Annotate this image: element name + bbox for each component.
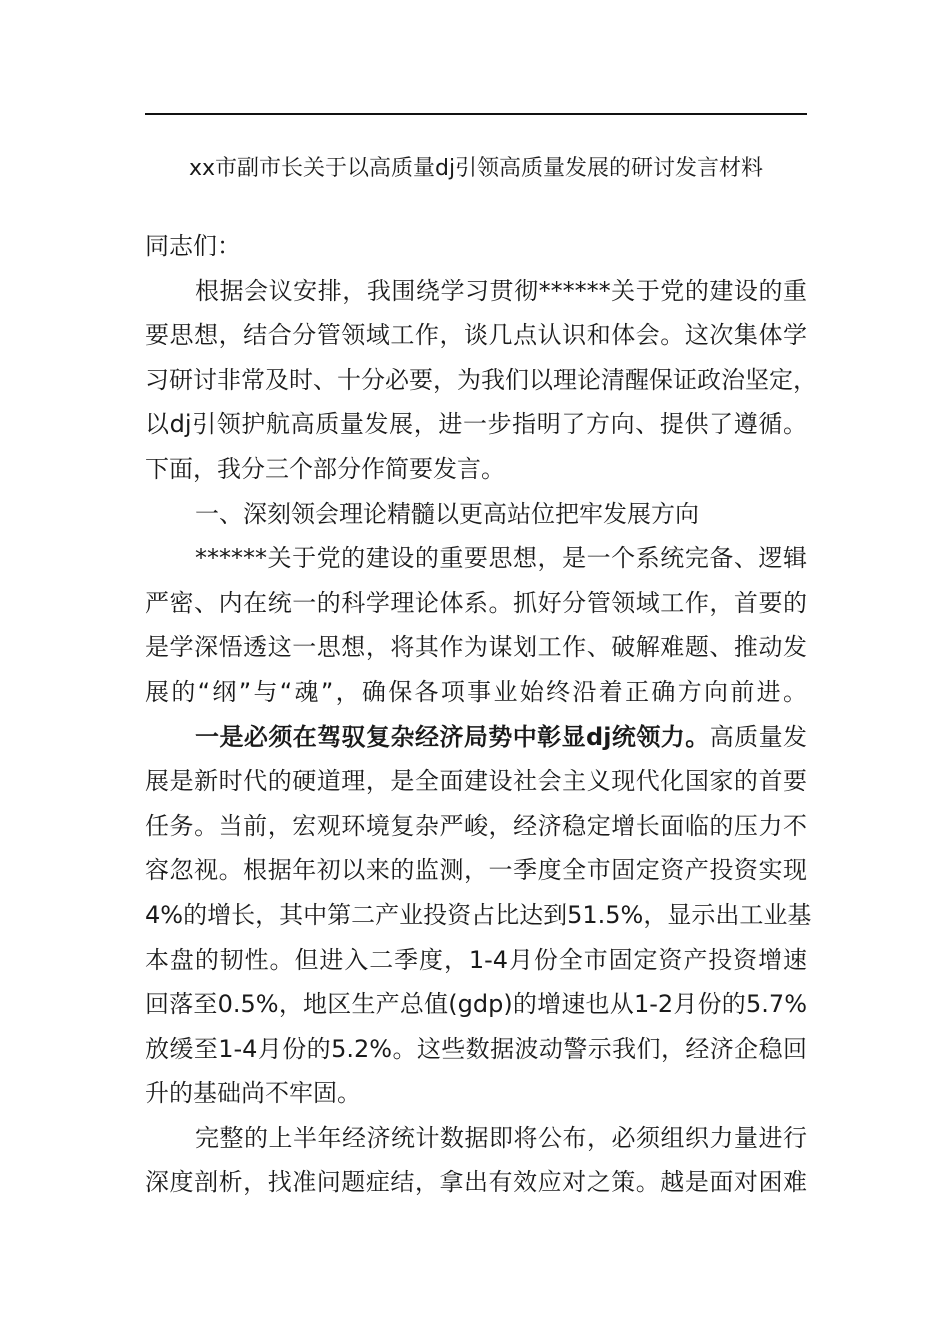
text-line: 以dj引领护航高质量发展，进一步指明了方向、提供了遵循。	[145, 410, 807, 439]
text-line: 同志们：	[145, 232, 241, 260]
text-line: 根据会议安排，我围绕学习贯彻******关于党的建设的重	[195, 276, 807, 305]
text-line: 升的基础尚不牢固。	[145, 1079, 361, 1108]
line-text: 高质量发	[709, 722, 808, 751]
text-line: 本盘的韧性。但进入二季度，1-4月份全市固定资产投资增速	[145, 945, 807, 974]
header-rule	[145, 113, 807, 115]
bold-lead-sentence: 一是必须在驾驭复杂经济局势中彰显dj统领力。	[195, 722, 710, 751]
text-line: 下面，我分三个部分作简要发言。	[145, 454, 505, 483]
text-line: ******关于党的建设的重要思想，是一个系统完备、逻辑	[195, 544, 807, 573]
text-line: 习研讨非常及时、十分必要，为我们以理论清醒保证政治坚定，	[145, 365, 817, 394]
text-line: 容忽视。根据年初以来的监测，一季度全市固定资产投资实现	[145, 856, 807, 885]
text-line: 严密、内在统一的科学理论体系。抓好分管领域工作，首要的	[145, 588, 807, 617]
text-line: 要思想，结合分管领域工作，谈几点认识和体会。这次集体学	[145, 321, 807, 350]
text-line: 深度剖析，找准问题症结，拿出有效应对之策。越是面对困难	[145, 1168, 807, 1197]
text-line: 展是新时代的硬道理，是全面建设社会主义现代化国家的首要	[145, 767, 807, 796]
document-title: xx市副市长关于以高质量dj引领高质量发展的研讨发言材料	[188, 156, 764, 181]
text-line: 4%的增长，其中第二产业投资占比达到51.5%，显示出工业基	[145, 900, 812, 929]
text-line: 一、深刻领会理论精髓以更高站位把牢发展方向	[195, 499, 699, 528]
text-line: 放缓至1-4月份的5.2%。这些数据波动警示我们，经济企稳回	[145, 1034, 807, 1063]
text-line: 展的“纲”与“魂”，确保各项事业始终沿着正确方向前进。	[145, 677, 807, 706]
text-line	[145, 715, 807, 760]
document-body	[145, 224, 817, 1205]
text-line: 是学深悟透这一思想，将其作为谋划工作、破解难题、推动发	[145, 633, 807, 662]
text-line: 回落至0.5%，地区生产总值(gdp)的增速也从1-2月份的5.7%	[145, 990, 807, 1019]
text-line: 任务。当前，宏观环境复杂严峻，经济稳定增长面临的压力不	[145, 811, 807, 840]
text-line: 完整的上半年经济统计数据即将公布，必须组织力量进行	[195, 1123, 807, 1152]
